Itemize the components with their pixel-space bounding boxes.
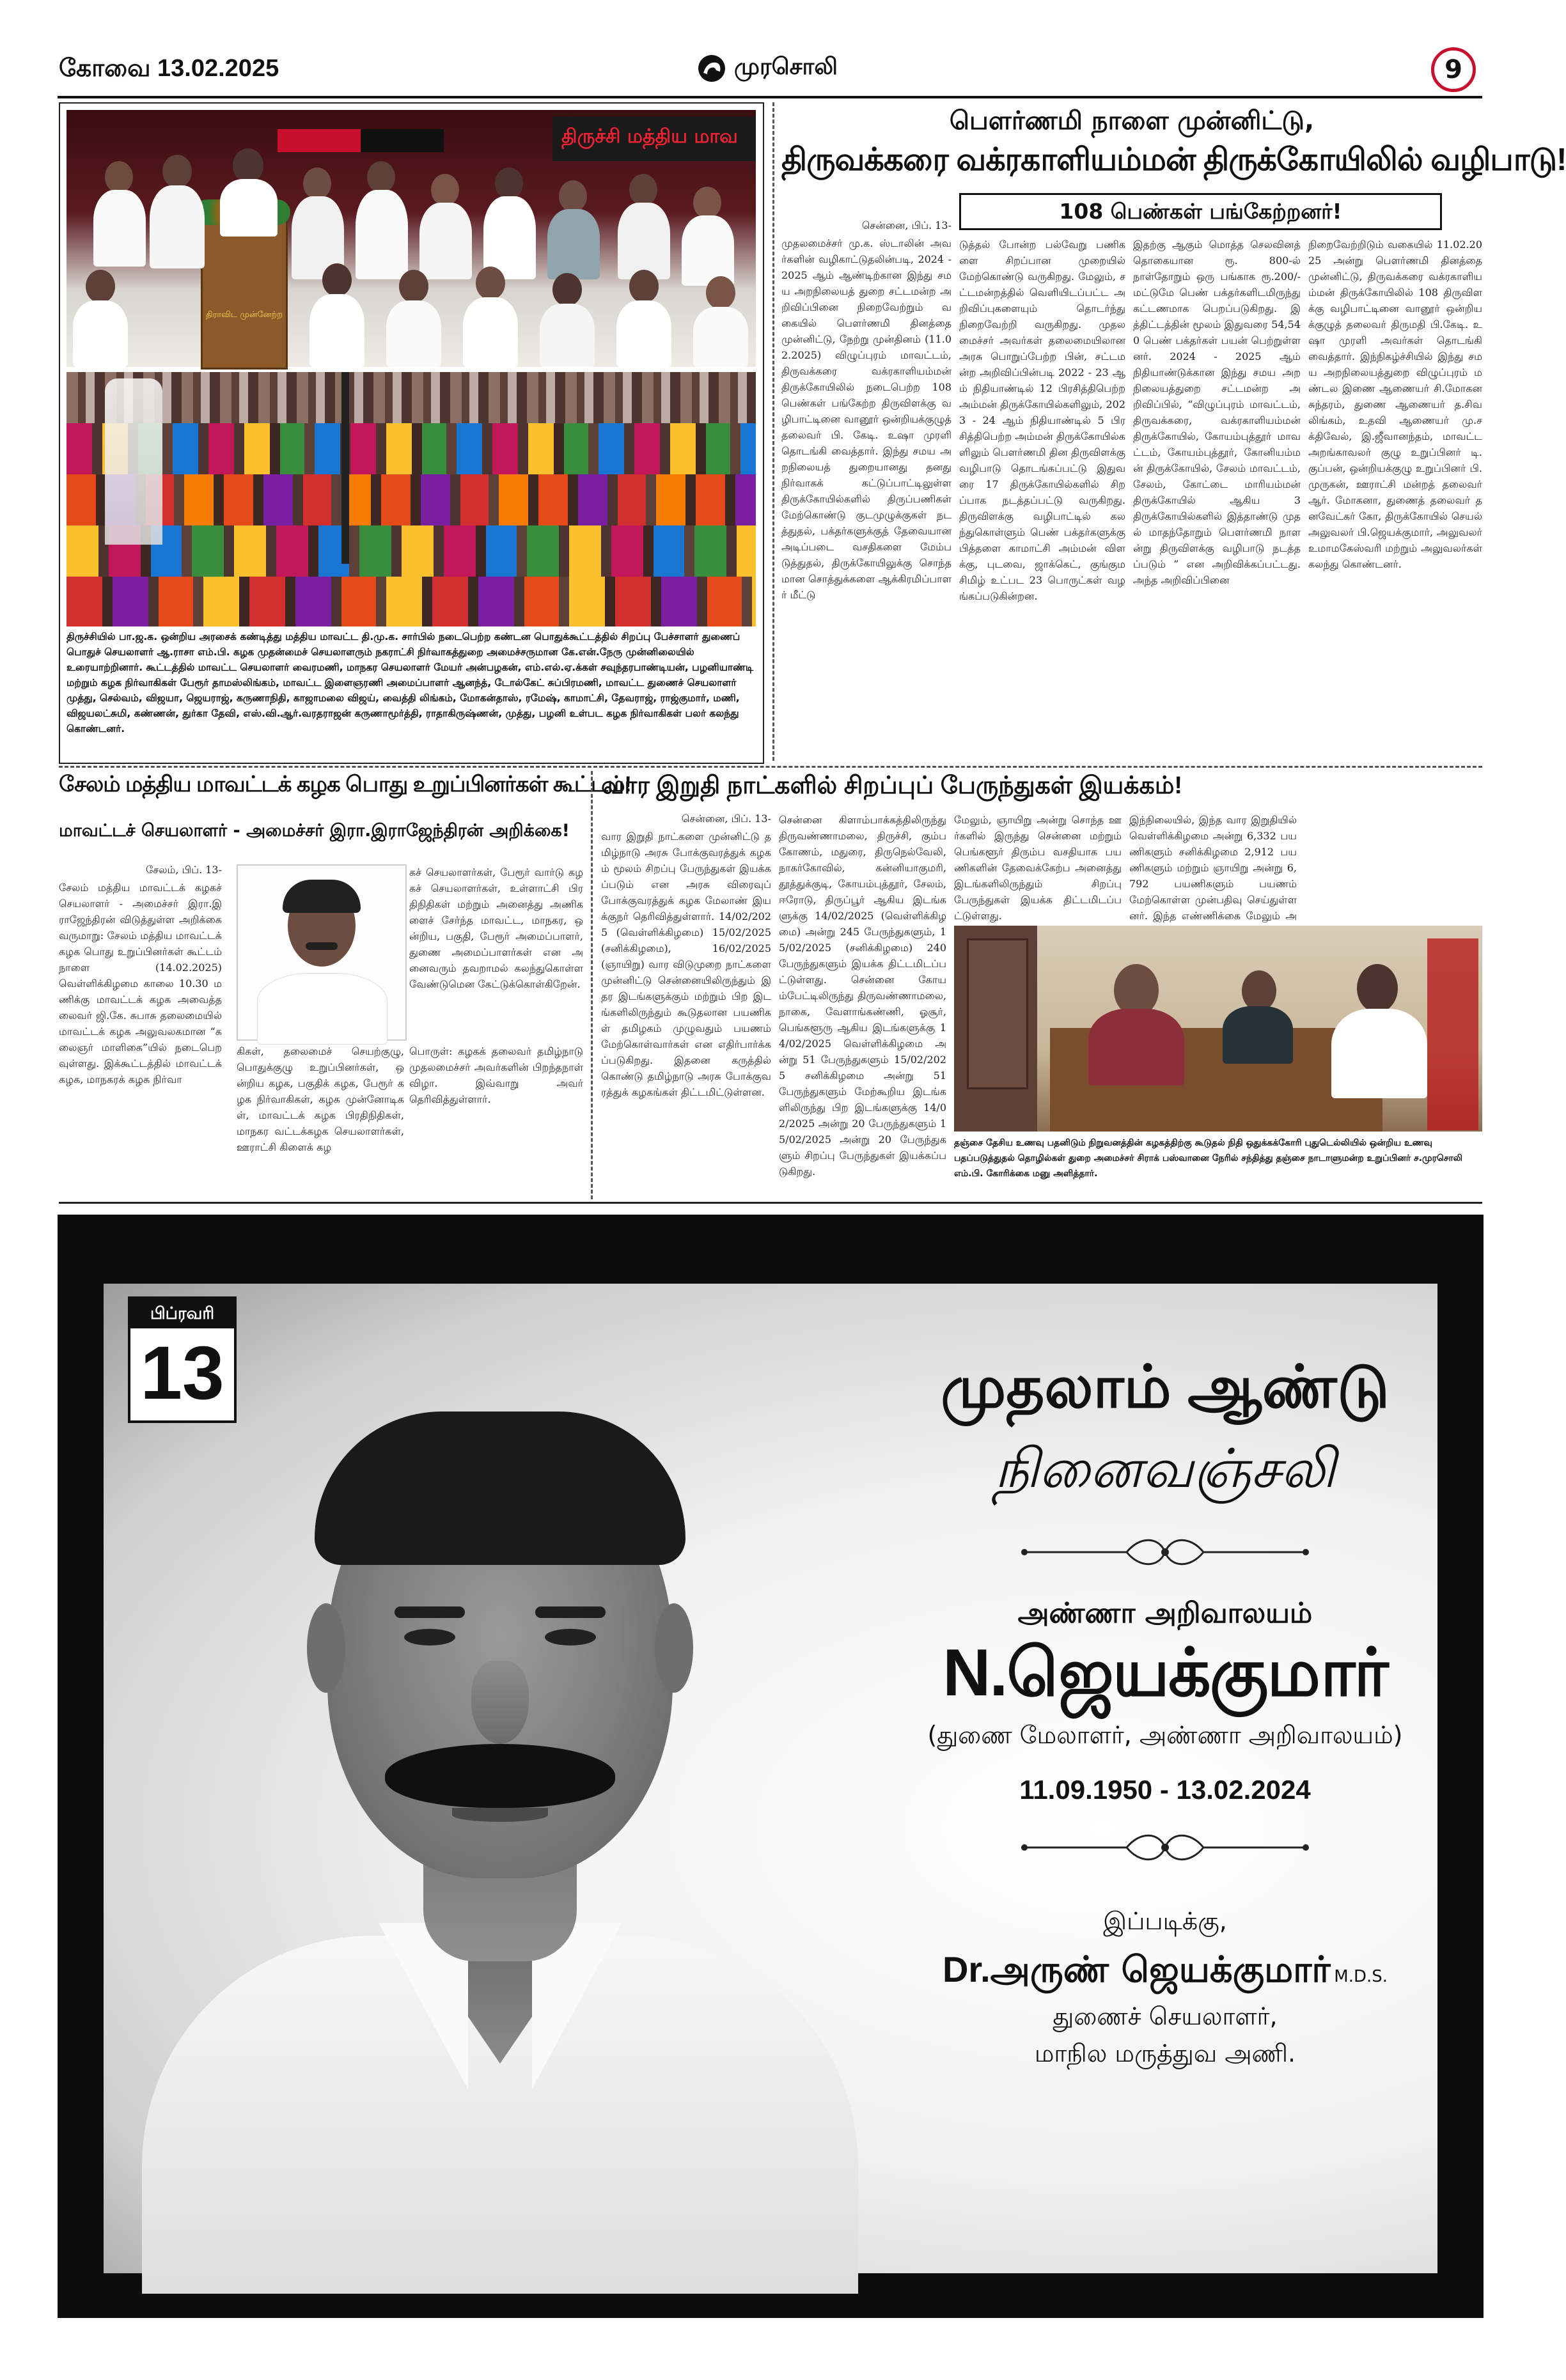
tribute-dates: 11.09.1950 - 13.02.2024	[1019, 1775, 1311, 1805]
lead-subhead: 108 பெண்கள் பங்கேற்றனர்!	[1059, 199, 1342, 224]
podium-text: திராவிட முன்னேற்ற	[205, 310, 283, 320]
date-month: பிப்ரவரி	[130, 1299, 234, 1328]
salem-col-2b-left: கிகள், தலைமைச் செயற்குழு, பொதுக்குழு உறுப்பினர்கள், ஒன்றிய கழக, பகுதிக் கழக, பேரூர் கழக நிர்வாகிகள், கழக முன்னோடிகள், மாவட்டக் கழக பிரதிநிதிகள், மாநகர வட்டக்கழக செயலாளர்கள், ஊராட்சி கிளைக் கழ	[237, 1045, 404, 1153]
tribute-sign-off: இப்படிக்கு,	[1103, 1907, 1227, 1935]
page-number: 9	[1445, 55, 1462, 84]
lead-dateline: சென்னை, பிப். 13-	[861, 219, 951, 231]
masthead-emblem-icon	[697, 54, 726, 83]
tribute-signer-title-2: மாநில மருத்துவ அணி.	[1034, 2039, 1296, 2067]
lead-col-1: முதலமைச்சர் மு.க. ஸ்டாலின் அவர்களின் வழிகாட்டுதலின்படி, 2024 - 2025 ஆம் ஆண்டிற்கான இந்து சமய அறநிலையத் துறை சட்டமன்ற அறிவிப்பினை நிறைவேற்றும் வகையில் பௌர்ணமி தினத்தை முன்னிட்டு, நேற்று முன்தினம் (11.02.2025) விழுப்புரம் மாவட்டம், திருவக்கரை வக்ரகாளியம்மன் திருக்கோயிலில் நடைபெற்ற 108 பெண்கள் பங்கேற்ற திருவிளக்கு வழிபாட்டினை வானூர் ஒன்றியக்குழுத் தலைவர் பி. கேடி. உஷா முரளி தொடங்கி வைத்தார். இந்து சமய அறநிலையத் துறையானது தனது நிர்வாகக் கட்டுப்பாட்டிலுள்ள திருக்கோயில்களில் திருப்பணிகள் மேற்கொண்டு குடமுழுக்குகள் நடத்துதல், பக்தர்களுக்குத் தேவையான அடிப்படை வசதிகளை மேம்படுத்துதல், திருக்கோயிலுக்கு சொந்தமான சொத்துக்களை ஆக்கிரமிப்பாளர் மீட்டு	[781, 237, 951, 601]
tribute-signer	[916, 1948, 1414, 1995]
flag-strip	[278, 129, 444, 152]
bus-col-4: இந்நிலையில், இந்த வார இறுதியில் வெள்ளிக்கிழமை அன்று 6,332 பயணிகளும் சனிக்கிழமை 2,912 பயணிகளும் மற்றும் ஞாயிறு அன்று 6,792 பயணிகளும் பயணம் மேற்கொள்ள முன்பதிவு செய்துள்ளனர். இந்த எண்ணிக்கை மேலும் அ	[1129, 814, 1297, 922]
salem-dateline: சேலம், பிப். 13-	[146, 864, 222, 876]
salem-col-2b-right: பொருள்: கழகக் தலைவர் தமிழ்நாடு முதலமைச்சர் அவர்களின் பிறந்தநாள் விழா. இவ்வாறு அவர் தெரிவித்துள்ளார்.	[409, 1045, 583, 1105]
bus-col-3: மேலும், ஞாயிறு அன்று சொந்த ஊர்களில் இருந்து சென்னை மற்றும் பெங்களூர் திரும்ப வசதியாக பயணிகளின் தேவைக்கேற்ப அனைத்து இடங்களிலிருந்தும் சிறப்பு பேருந்துகள் இயக்க திட்டமிடப்பட்டுள்ளது.	[954, 814, 1122, 922]
photo-caption: திருச்சியில் பா.ஜ.க. ஒன்றிய அரசைக் கண்டித்து மத்திய மாவட்ட தி.மு.க. சார்பில் நடைபெற்ற கண்டன பொதுக்கூட்டத்தில் சிறப்பு பேச்சாளர் துணைப் பொதுச் செயலாளர் ஆ.ராசா எம்.பி. கழக முதன்மைச் செயலாளரும் நகராட்சி நிர்வாகத்துறை அமைச்சருமான கே.என்.நேரு முன்னிலையில் உரையாற்றினார். கூட்டத்தில் மாவட்ட செயலாளர் வைரமணி, மாநகர செயலாளர் மேயர் அன்பழகன், எம்.எல்.ஏ.க்கள் சவுந்தரபாண்டியன், பழனியாண்டி மற்றும் கழக நிர்வாகிகள் பேரூர் தாமஸ்லிங்கம், மாவட்ட இளைஞரணி அமைப்பாளர் ஆனந்த், டோல்கேட் சுப்பிரமணி, மாவட்ட துணைச் செயலாளர் முத்து, செல்வம், விஜயா, ஜெயராஜ், கருணாநிதி, காஜாமலை விஜய், வைத்தி லிங்கம், மோகன்தாஸ், ரமேஷ், காமாட்சி, தேவராஜ், ராஜ்குமார், மணி, விஜயலட்சுமி, கண்ணன், துர்கா தேவி, எஸ்.வி.ஆர்.வரதராஜன் கருணாமூர்த்தி, ராதாகிருஷ்ணன், முத்து, பழனி உள்பட கழக நிர்வாகிகள் பலர் கலந்து கொண்டனர்.	[67, 631, 754, 735]
salem-portrait	[237, 864, 407, 1041]
tribute-panel	[104, 1284, 1437, 2273]
lead-col-2: டுத்தல் போன்ற பல்வேறு பணிகளை சிறப்பான முறையில் மேற்கொண்டு வருகிறது. மேலும், சட்டமன்றத்தில் வெளியிடப்பட்ட அறிவிப்புகளையும் தொடர்ந்து நிறைவேற்றி வருகிறது. முதலமைச்சர் அவர்கள் தலைமையிலான அரசு பொறுப்பேற்ற பின், சட்டமன்ற அறிவிப்பின்படி 2022 - 23 ஆம் நிதியாண்டில் 12 பிரசித்திபெற்ற அம்மன் திருக்கோயில்களிலும், 2023 - 24 ஆம் நிதியாண்டில் 5 பிரசித்திபெற்ற அம்மன் திருக்கோயில்களிலும் பௌர்ணமி தின திருவிளக்கு வழிபாடு தொடங்கப்பட்டு இதுவரை 17 திருக்கோயில்களில் சிறப்பாக நடத்தப்பட்டு வருகிறது. திருவிளக்கு வழிபாட்டில் கலந்துகொள்ளும் பெண் பக்தர்களுக்கு பித்தளை காமாட்சி அம்மன் விளக்கு, புடவை, ஜாக்கெட், குங்குமசிமிழ் உட்பட 23 பொருட்கள் வழங்கப்படுகின்றன.	[959, 238, 1125, 602]
lead-col-3: இதற்கு ஆகும் மொத்த செலவினத் தொகையான ரூ. 800-ல் நாள்தோறும் ஒரு பங்காக ரூ.200/- மட்டுமே பெண் பக்தர்களிடமிருந்து கட்டணமாக பெறப்படுகிறது. இத்திட்டத்தின் மூலம் இதுவரை 54,540 பெண் பக்தர்கள் பயன் பெற்றுள்ளனர். 2024 - 2025 ஆம் நிதியாண்டுக்கான இந்து சமய அறநிலையத்துறை சட்டமன்ற அறிவிப்பில், “விழுப்புரம் மாவட்டம், திருவக்கரை, வக்ரகாளியம்மன் திருக்கோயில், கோயம்புத்தூர் மாவட்டம், கோயம்புத்தூர், கோனியம்மன் திருக்கோயில், சேலம் மாவட்டம், சேலம், கோட்டை மாரியம்மன் திருக்கோயில் ஆகிய 3 திருக்கோயில்களில் இத்தாண்டு முதல் மாதந்தோறும் பௌர்ணமி நாளன்று திருவிளக்கு வழிபாடு நடத்தப்படும் ” என அறிவிக்கப்பட்டது. அந்த அறிவிப்பினை	[1133, 238, 1301, 586]
ornament-divider-icon	[1012, 1533, 1319, 1571]
photo-banner	[552, 116, 756, 161]
header-edition-date: கோவை 13.02.2025	[59, 55, 279, 82]
bus-headline: வார இறுதி நாட்களில் சிறப்புப் பேருந்துகள் இயக்கம்!	[601, 772, 1183, 799]
lead-headline: திருவக்கரை வக்ரகாளியம்மன் திருக்கோயிலில் வழிபாடு!	[781, 143, 1566, 177]
date-day: 13	[140, 1331, 224, 1415]
lead-subhead-box	[959, 193, 1442, 230]
meeting-caption: தஞ்சை தேசிய உணவு பதனிடும் நிறுவனத்தின் கழகத்திற்கு கூடுதல் நிதி ஒதுக்கக்கோரி புதுடெல்லியில் ஒன்றிய உணவு பதப்படுத்துதல் தொழில்கள் துறை அமைச்சர் சிராக் பஸ்வானை நேரில் சந்தித்து தஞ்சை நாடாளுமன்ற உறுப்பினர் ச.முரசொலி எம்.பி. கோரிக்கை மனு அளித்தார்.	[954, 1138, 1463, 1179]
photo-banner-text: திருச்சி மத்திய மாவ	[561, 125, 738, 148]
meeting-photo	[954, 926, 1482, 1132]
lead-col-4: நிறைவேற்றிடும் வகையில் 11.02.2025 அன்று பௌர்ணமி தினத்தை முன்னிட்டு, திருவக்கரை வக்ரகாளியம்மன் திருக்கோயிலில் 108 திருவிளக்கு வழிபாட்டினை வானூர் ஒன்றியக்குழுத் தலைவர் திருமதி பி.கேடி. உஷா முரளி அவர்கள் தொடங்கி வைத்தார். இந்நிகழ்ச்சியில் இந்து சமய அறநிலையத்துறை விழுப்புரம் மண்டல இணை ஆணையர் சி.மோகனசுந்தரம், துணை ஆணையர் த.சிவலிங்கம், உதவி ஆணையர் மு.சக்திவேல், இ.ஜீவானந்தம், மாவட்ட அறங்காவலர் குழு உறுப்பினர் டி.குப்பன், ஒன்றியக்குழு உறுப்பினர் பி. முருகன், ஊராட்சி மன்றத் தலைவர் ஆர். மோகனா, துணைத் தலைவர் தனவேட்கர் கோ, திருக்கோயில் செயல் அலுவலர் பி.ஜெயக்குமார், அலுவலர் உமாமகேஸ்வரி மற்றும் அலுவலர்கள் கலந்து கொண்டனர்.	[1308, 238, 1482, 570]
ornament-divider-icon	[1012, 1828, 1319, 1867]
bus-col-2: சென்னை கிளாம்பாக்கத்திலிருந்து திருவண்ணாமலை, திருச்சி, கும்பகோணம், மதுரை, திருநெல்வேலி, நாகர்கோவில், கன்னியாகுமரி, தூத்துக்குடி, கோயம்புத்தூர், சேலம், ஈரோடு, திருப்பூர் ஆகிய இடங்களுக்கு 14/02/2025 (வெள்ளிக்கிழமை) அன்று 245 பேருந்துகளும், 15/02/2025 (சனிக்கிழமை) 240 பேருந்துகளும் இயக்க திட்டமிடப்பட்டுள்ளது. சென்னை கோயம்பேட்டிலிருந்து திருவண்ணாமலை, நாகை, வேளாங்கண்ணி, ஓசூர், பெங்களூரு ஆகிய இடங்களுக்கு 14/02/2025 வெள்ளிக்கிழமை அன்று 51 பேருந்துகளும் 15/02/2025 சனிக்கிழமை அன்று 51 பேருந்துகளும் மேற்கூறிய இடங்களிலிருந்து பிற இடங்களுக்கு 14/02/2025 அன்று 20 பேருந்துகளும் 15/02/2025 அன்று 20 பேருந்துகளும் சிறப்பு பேருந்துகள் இயக்கப்படுகிறது.	[779, 814, 946, 1178]
separator-horizontal	[59, 766, 1482, 768]
masthead-title: முரசொலி	[734, 54, 838, 80]
salem-subhead: மாவட்டச் செயலாளர் - அமைச்சர் இரா.இராஜேந்திரன் அறிக்கை!	[59, 821, 570, 841]
tribute-name: N.ஜெயக்குமார்	[943, 1636, 1388, 1710]
stage-photo	[67, 110, 756, 367]
bus-dateline: சென்னை, பிப். 13-	[681, 813, 771, 825]
header-rule	[58, 96, 1482, 98]
salem-col-2a: கச் செயலாளர்கள், பேரூர் வார்டு கழகச் செயலாளர்கள், உள்ளாட்சி பிரதிநிதிகள் மற்றும் அனைத்து அணிகளைச் சேர்ந்த மாவட்ட, மாநகர, ஒன்றிய, பகுதி, பேரூர் அமைப்பாளர், துணை அமைப்பாளர்கள் என அனைவரும் தவறாமல் கலந்துகொள்ள வேண்டுமென கேட்டுக்கொள்கிறேன்.	[409, 866, 583, 990]
lead-kicker: பௌர்ணமி நாளை முன்னிட்டு,	[949, 106, 1315, 136]
crowd-photo	[67, 372, 756, 626]
separator-horizontal-2	[59, 1202, 1482, 1204]
page-number-badge	[1431, 47, 1476, 92]
tribute-role: (துணை மேலாளர், அண்ணா அறிவாலயம்)	[927, 1721, 1403, 1749]
tribute-title-line2: நினைவஞ்சலி	[994, 1437, 1336, 1500]
signer-degree: M.D.S.	[1334, 1967, 1388, 1986]
salem-headline: சேலம் மத்திய மாவட்டக் கழக பொது உறுப்பினர்கள் கூட்டம்!	[59, 772, 631, 797]
bus-col-1: வார இறுதி நாட்களை முன்னிட்டு தமிழ்நாடு அரசு போக்குவரத்துக் கழகம் மூலம் சிறப்பு பேருந்துகள் இயக்கப்படும் என அரசு விரைவுப் போக்குவரத்துக் கழக மேலாண் இயக்குநர் தெரிவித்துள்ளார். 14/02/2025 (வெள்ளிக்கிழமை) 15/02/2025 (சனிக்கிழமை), 16/02/2025 (ஞாயிறு) வார விடுமுறை நாட்களை முன்னிட்டு சென்னையிலிருந்தும் இதர இடங்களுக்கும் மற்றும் பிற இடங்களிலிருந்தும் கூடுதலான பயணிகள் தமிழகம் முழுவதும் பயணம் மேற்கொள்வார்கள் என எதிர்பார்க்கப்படுகிறது. இதனை கருத்தில் கொண்டு தமிழ்நாடு அரசு போக்குவரத்துக் கழகங்கள் திட்டமிட்டுள்ளன.	[601, 830, 771, 1098]
separator-vertical-2	[591, 771, 593, 1199]
separator-vertical	[772, 102, 774, 761]
tribute-ad	[58, 1215, 1484, 2318]
signer-prefix: Dr.	[942, 1949, 990, 1989]
tribute-affiliation: அண்ணா அறிவாலயம்	[1017, 1597, 1313, 1629]
salem-col-1: சேலம் மத்திய மாவட்டக் கழகச் செயலாளர் - அமைச்சர் இரா.இராஜேந்திரன் விடுத்துள்ள அறிக்கை வருமாறு: சேலம் மத்திய மாவட்டக் கழக பொது உறுப்பினர்கள் கூட்டம் நாளை (14.02.2025) வெள்ளிக்கிழமை காலை 10.30 மணிக்கு மாவட்டக் கழக அவைத்தலைவர் ஜி.கே. சுபாசு தலைமையில் மாவட்டக் கழக அலுவலகமான “கலைஞர் மாளிகை”யில் நடைபெறவுள்ளது. இக்கூட்டத்தில் மாவட்டக் கழக, மாநகரக் கழக நிர்வா	[59, 882, 222, 1085]
tribute-signer-title-1: துணைச் செயலாளர்,	[1053, 2002, 1278, 2030]
tribute-title-line1: முதலாம் ஆண்டு	[941, 1355, 1390, 1420]
signer-name: அருண் ஜெயக்குமார்	[990, 1949, 1331, 1991]
masthead	[697, 54, 838, 83]
tribute-portrait	[104, 1360, 903, 2273]
